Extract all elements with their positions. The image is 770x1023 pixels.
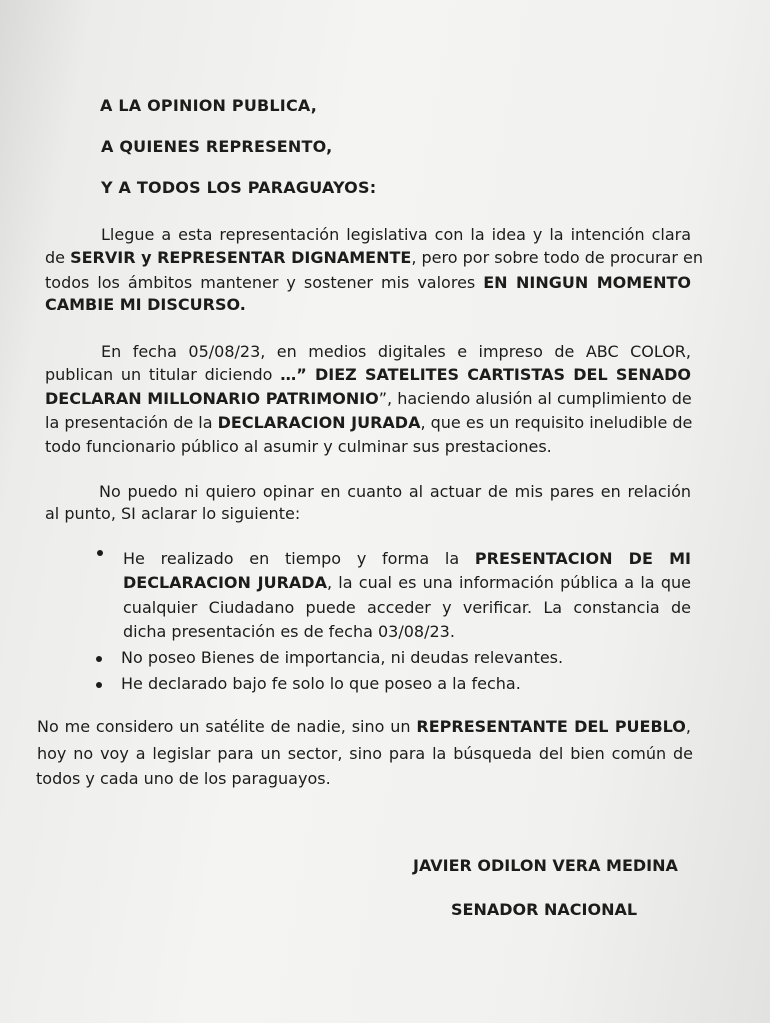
bullet-marker <box>97 550 103 556</box>
para2-line-5: todo funcionario público al asumir y culminar sus prestaciones. <box>45 437 552 456</box>
para1-line-1: Llegue a esta representación legislativa con la idea y la intención clara <box>101 225 691 244</box>
para1-line-2 <box>45 247 703 269</box>
salutation-line-3: Y A TODOS LOS PARAGUAYOS: <box>101 178 377 197</box>
para3-line-2: al punto, SI aclarar lo siguiente: <box>45 504 301 523</box>
para2-headline-quote-end: DECLARAN MILLONARIO PATRIMONIO <box>45 389 379 408</box>
para2-line-4-start: la presentación de la <box>45 413 218 432</box>
bullet-1-line-1 <box>123 548 691 570</box>
para2-line-1: En fecha 05/08/23, en medios digitales e impreso de ABC COLOR, <box>101 342 691 361</box>
signature-name: JAVIER ODILON VERA MEDINA <box>413 856 678 875</box>
para4-line-1-end: , <box>685 717 691 736</box>
para1-line-2-end: , pero por sobre todo de procurar en <box>411 248 703 267</box>
para1-line-3 <box>45 272 691 294</box>
para4-emphasis-representante: REPRESENTANTE DEL PUEBLO <box>416 717 686 736</box>
para2-line-4 <box>45 412 691 434</box>
bullet-1-line-1-start: He realizado en tiempo y forma la <box>123 549 475 568</box>
bullet-marker <box>96 656 102 662</box>
para1-emphasis-servir: SERVIR y REPRESENTAR DIGNAMENTE <box>70 248 412 267</box>
bullet-1-line-4: dicha presentación es de fecha 03/08/23. <box>123 622 455 641</box>
para2-line-3 <box>45 388 691 410</box>
para4-line-1 <box>37 716 691 738</box>
para1-emphasis-momento: EN NINGUN MOMENTO <box>483 273 691 292</box>
bullet-1-emphasis-presentacion: PRESENTACION DE MI <box>474 549 691 568</box>
para1-line-3-start: todos los ámbitos mantener y sostener mis valores <box>45 273 484 292</box>
para2-line-3-end: ”, haciendo alusión al cumplimiento de <box>378 389 692 408</box>
para4-line-2: hoy no voy a legislar para un sector, sino para la búsqueda del bien común de <box>37 744 693 763</box>
para2-line-2-start: publican un titular diciendo <box>45 365 281 384</box>
salutation-line-1: A LA OPINION PUBLICA, <box>100 96 318 115</box>
para4-line-1-start: No me considero un satélite de nadie, sino un <box>37 717 417 736</box>
bullet-1-line-3: cualquier Ciudadano puede acceder y verificar. La constancia de <box>123 598 691 617</box>
signature-title: SENADOR NACIONAL <box>451 900 638 919</box>
bullet-2-text: No poseo Bienes de importancia, ni deudas relevantes. <box>121 648 564 667</box>
bullet-3-text: He declarado bajo fe solo lo que poseo a la fecha. <box>121 674 521 693</box>
bullet-marker <box>96 682 102 688</box>
para1-line-4: CAMBIE MI DISCURSO. <box>45 295 246 314</box>
para2-emphasis-declaracion: DECLARACION JURADA <box>217 413 421 432</box>
bullet-1-emphasis-declaracion: DECLARACION JURADA <box>123 573 327 592</box>
para2-line-4-end: , que es un requisito ineludible de <box>420 413 693 432</box>
para2-line-2 <box>45 364 691 386</box>
bullet-1-line-2 <box>123 572 691 594</box>
para2-headline-quote: …” DIEZ SATELITES CARTISTAS DEL SENADO <box>280 365 691 384</box>
para3-line-1: No puedo ni quiero opinar en cuanto al actuar de mis pares en relación <box>99 482 691 501</box>
salutation-line-2: A QUIENES REPRESENTO, <box>101 137 333 156</box>
bullet-1-line-2-end: , la cual es una información pública a la que <box>326 573 691 592</box>
para4-line-3: todos y cada uno de los paraguayos. <box>36 769 331 788</box>
para1-line-2-start: de <box>45 248 71 267</box>
